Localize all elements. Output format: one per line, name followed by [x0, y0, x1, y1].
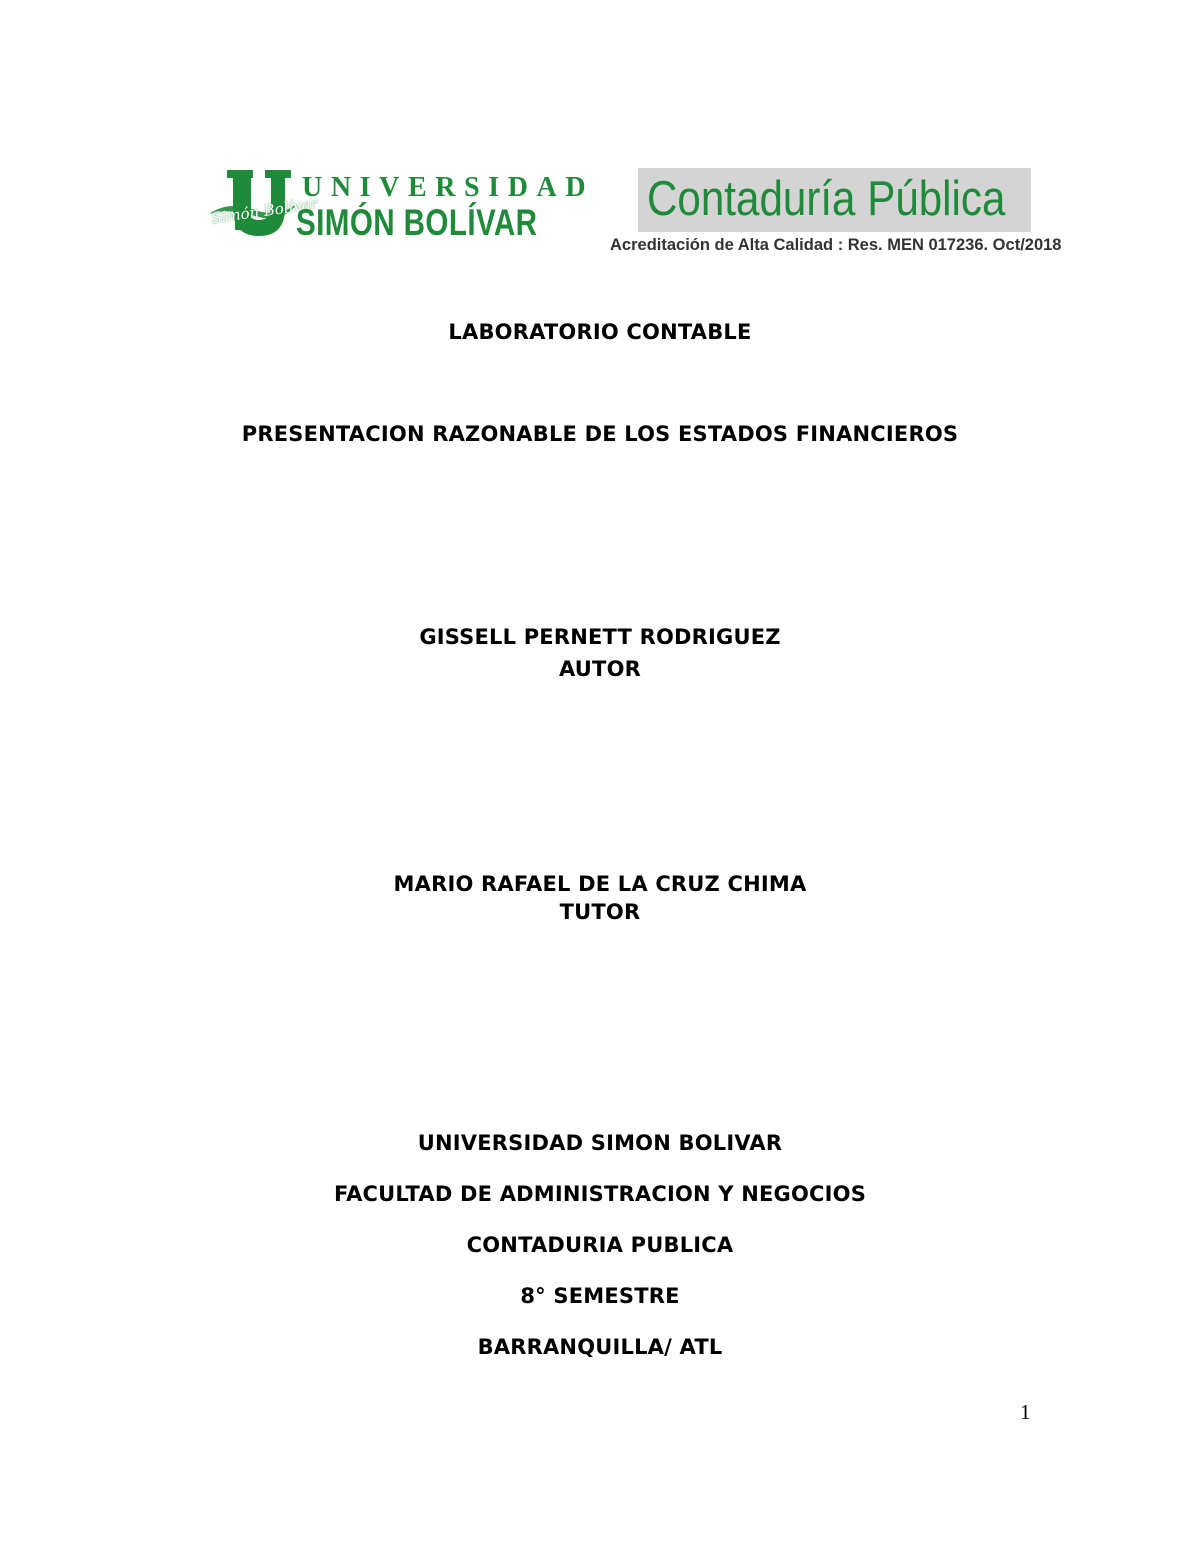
semester: 8° SEMESTRE: [520, 1284, 680, 1308]
program-banner: [638, 168, 1031, 232]
logo-script-text: Simón Bolívar: [210, 194, 319, 228]
program-name: CONTADURIA PUBLICA: [466, 1233, 734, 1257]
program-banner-title: Contaduría Pública: [647, 172, 1006, 226]
university-logo: [205, 166, 595, 246]
page-number: 1: [1020, 1400, 1031, 1424]
accreditation-text: Acreditación de Alta Calidad : Res. MEN 017236. Oct/2018: [610, 236, 1062, 254]
city: BARRANQUILLA/ ATL: [477, 1335, 723, 1359]
tutor-role: TUTOR: [559, 900, 641, 924]
logo-word-universidad: UNIVERSIDAD: [302, 172, 595, 203]
author-name: GISSELL PERNETT RODRIGUEZ: [419, 625, 781, 649]
course-title: LABORATORIO CONTABLE: [448, 320, 752, 344]
faculty-name: FACULTAD DE ADMINISTRACION Y NEGOCIOS: [333, 1182, 867, 1206]
author-role: AUTOR: [558, 657, 641, 681]
document-title: PRESENTACION RAZONABLE DE LOS ESTADOS FINANCIEROS: [241, 422, 959, 446]
institution-name: UNIVERSIDAD SIMON BOLIVAR: [417, 1131, 783, 1155]
tutor-name: MARIO RAFAEL DE LA CRUZ CHIMA: [393, 872, 807, 896]
logo-word-simon-bolivar: SIMÓN BOLÍVAR: [296, 202, 538, 243]
